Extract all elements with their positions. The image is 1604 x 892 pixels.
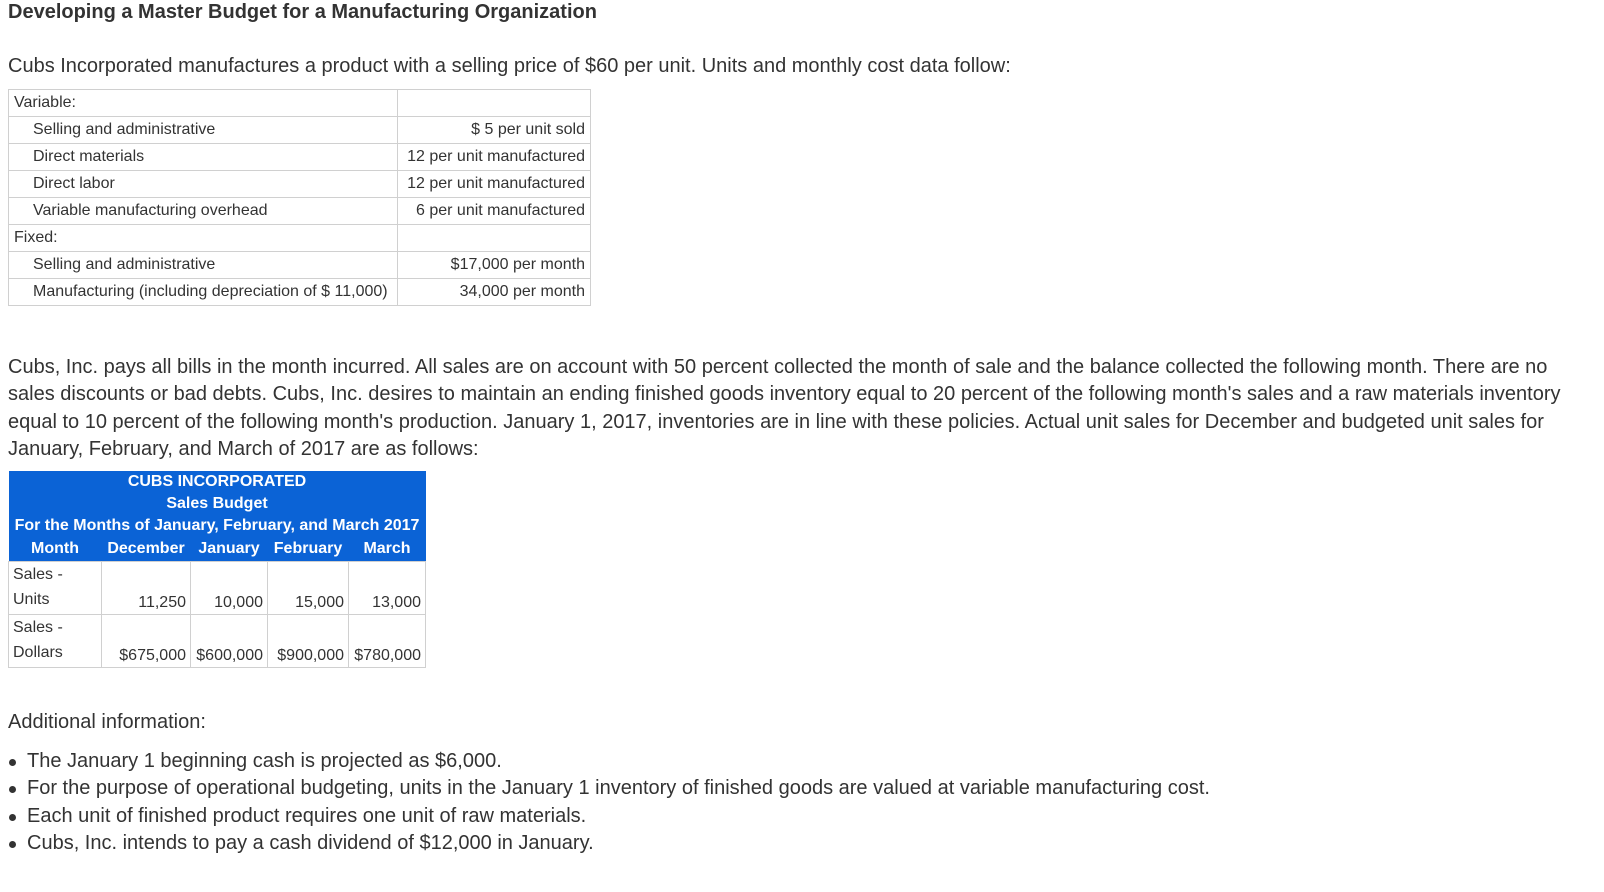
cost-label: Variable: (9, 90, 398, 117)
cost-value: 12 per unit manufactured (398, 144, 591, 171)
cost-value: $17,000 per month (398, 252, 591, 279)
table-row (9, 117, 591, 144)
cost-data-table (8, 89, 591, 306)
period-heading: For the Months of January, February, and March 2017 (9, 515, 426, 537)
company-heading: CUBS INCORPORATED (9, 471, 426, 493)
table-header-row (9, 493, 426, 515)
page-title: Developing a Master Budget for a Manufacturing Organization (8, 1, 597, 23)
cost-label: Manufacturing (including depreciation of $ 11,000) (9, 279, 398, 306)
table-row (9, 615, 426, 668)
cost-label: Fixed: (9, 225, 398, 252)
table-row (9, 90, 591, 117)
table-row (9, 144, 591, 171)
list-item (8, 803, 1210, 830)
policy-paragraph: Cubs, Inc. pays all bills in the month incurred. All sales are on account with 50 percent collected the month of sale and the balance collected the following month. There are no sales discounts or bad debts. Cubs, Inc. desires to maintain an ending finished goods inventory equal to 20 percent of the following month's sales and a raw materials inventory equal to 10 percent of the following month's production. January 1, 2017, inventories are in line with these policies. Actual unit sales for December and budgeted unit sales for January, February, and March of 2017 are as follows: (8, 356, 1561, 460)
cost-label: Direct materials (9, 144, 398, 171)
table-cell: $675,000 (102, 615, 191, 668)
table-cell: 13,000 (349, 562, 426, 615)
cost-value (398, 225, 591, 252)
sales-budget-table (8, 471, 426, 668)
table-cell: $780,000 (349, 615, 426, 668)
table-row (9, 252, 591, 279)
cost-value: 6 per unit manufactured (398, 198, 591, 225)
column-header-row (9, 537, 426, 562)
bullet-icon (9, 786, 16, 793)
bullet-icon (9, 841, 16, 848)
list-item-text: The January 1 beginning cash is projected as $6,000. (27, 750, 502, 772)
list-item-text: Each unit of finished product requires one unit of raw materials. (27, 804, 587, 827)
list-item (8, 775, 1210, 802)
row-label (9, 562, 102, 615)
cost-value: $ 5 per unit sold (398, 117, 591, 144)
row-label-line: Dollars (13, 644, 63, 661)
intro-text: Cubs Incorporated manufactures a product with a selling price of $60 per unit. Units and monthly cost data follow: (8, 55, 1011, 77)
table-cell: 10,000 (191, 562, 268, 615)
row-label (9, 615, 102, 668)
column-header: January (191, 537, 268, 562)
column-header: December (102, 537, 191, 562)
cost-label: Selling and administrative (9, 252, 398, 279)
list-item-text: Cubs, Inc. intends to pay a cash dividend of $12,000 in January. (27, 831, 594, 854)
row-label-line: Units (13, 591, 50, 608)
table-cell: 11,250 (102, 562, 191, 615)
cost-label: Variable manufacturing overhead (9, 198, 398, 225)
table-cell: $600,000 (191, 615, 268, 668)
list-item (8, 830, 1210, 857)
list-item (8, 748, 1210, 775)
cost-value: 34,000 per month (398, 279, 591, 306)
table-row (9, 279, 591, 306)
table-row (9, 171, 591, 198)
cost-value: 12 per unit manufactured (398, 171, 591, 198)
budget-heading: Sales Budget (9, 493, 426, 515)
column-header: Month (9, 537, 102, 562)
column-header: March (349, 537, 426, 562)
bullet-icon (9, 759, 16, 766)
cost-label: Selling and administrative (9, 117, 398, 144)
table-cell: $900,000 (268, 615, 349, 668)
table-header-row (9, 515, 426, 537)
additional-info-heading: Additional information: (8, 711, 206, 733)
row-label-line: Sales - (13, 619, 63, 636)
column-header: February (268, 537, 349, 562)
cost-value (398, 90, 591, 117)
additional-info-list (8, 748, 1210, 857)
table-header-row (9, 471, 426, 493)
list-item-text: For the purpose of operational budgeting, units in the January 1 inventory of finished goods are valued at variable manufacturing cost. (27, 777, 1210, 800)
table-row (9, 562, 426, 615)
cost-label: Direct labor (9, 171, 398, 198)
table-row (9, 198, 591, 225)
bullet-icon (9, 814, 16, 821)
row-label-line: Sales - (13, 566, 63, 583)
table-cell: 15,000 (268, 562, 349, 615)
table-row (9, 225, 591, 252)
